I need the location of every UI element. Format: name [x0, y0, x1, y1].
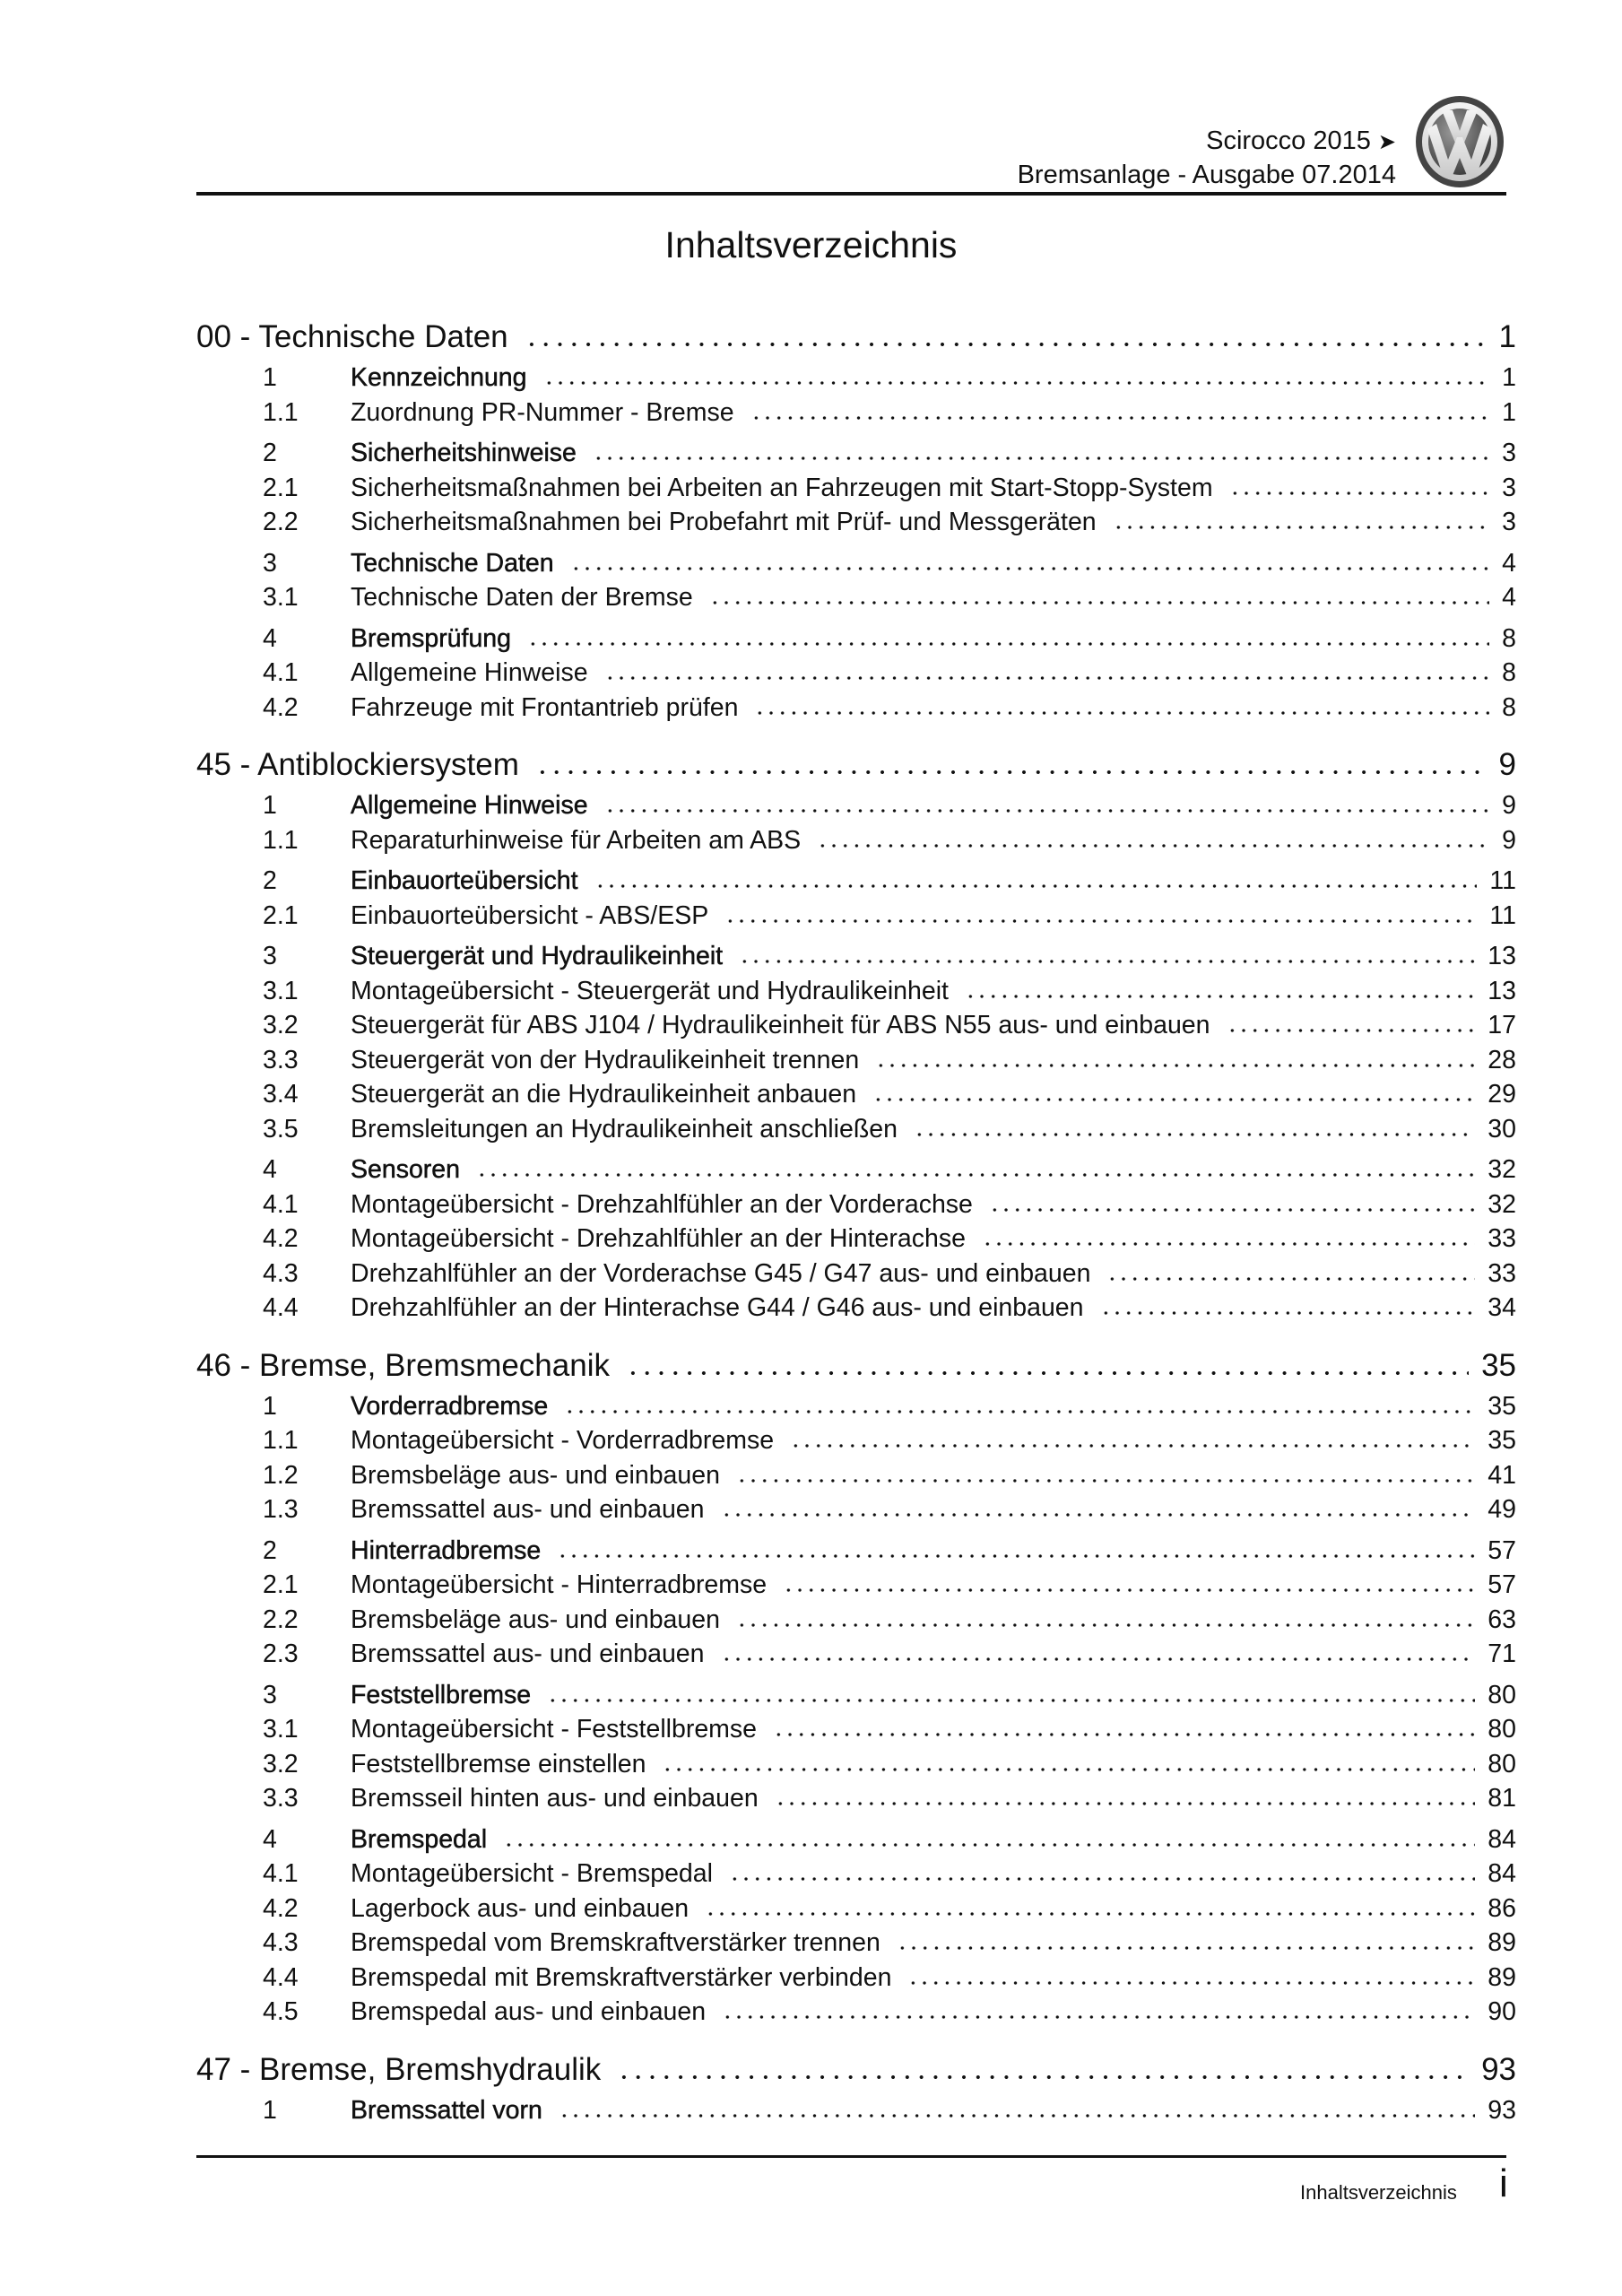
toc-number: 1.2: [263, 1460, 299, 1490]
table-of-contents: [196, 318, 1516, 2127]
footer-page-number: i: [1499, 2161, 1508, 2205]
toc-number: 2.1: [263, 900, 299, 930]
toc-number: 2.2: [263, 1605, 299, 1634]
toc-page-number: 1: [1498, 319, 1516, 354]
toc-title: Bremspedal vom Bremskraftverstärker trennen: [351, 1928, 880, 1957]
toc-page-number: 32: [1488, 1155, 1516, 1184]
toc-title: 45 - Antiblockiersystem: [196, 747, 519, 782]
toc-page-number: 81: [1488, 1784, 1516, 1813]
toc-number: 3: [263, 548, 277, 578]
dot-leader: [872, 1097, 1475, 1102]
toc-subsection[interactable]: [196, 1781, 1516, 1816]
dot-leader: [783, 1587, 1475, 1593]
toc-title: Bremsbeläge aus- und einbauen: [351, 1605, 720, 1634]
toc-title: Montageübersicht - Bremspedal: [351, 1859, 713, 1888]
dot-leader: [525, 342, 1487, 347]
toc-page-number: 84: [1488, 1824, 1516, 1854]
toc-page-number: 86: [1488, 1893, 1516, 1923]
toc-number: 1: [263, 363, 277, 392]
toc-page-number: 11: [1489, 900, 1516, 930]
toc-section[interactable]: [196, 1678, 1516, 1713]
toc-subsection[interactable]: [196, 1187, 1516, 1222]
toc-number: 2.2: [263, 508, 299, 536]
toc-number: 2.1: [263, 1570, 299, 1599]
header-model-text: Scirocco 2015: [1206, 126, 1371, 155]
toc-page-number: 3: [1502, 439, 1516, 467]
dot-leader: [736, 1622, 1475, 1628]
toc-subsection[interactable]: [196, 1995, 1516, 2030]
toc-title: Einbauorteübersicht - ABS/ESP: [351, 900, 709, 930]
toc-number: 4.4: [263, 1293, 299, 1322]
toc-subsection[interactable]: [196, 1603, 1516, 1638]
toc-page-number: 29: [1488, 1080, 1516, 1109]
toc-page-number: 32: [1488, 1189, 1516, 1219]
toc-number: 4.2: [263, 692, 299, 722]
toc-page-number: 28: [1488, 1045, 1516, 1074]
toc-subsection[interactable]: [196, 471, 1516, 506]
dot-leader: [476, 1172, 1475, 1178]
toc-number: 4: [263, 1155, 277, 1184]
toc-number: 2.1: [263, 473, 299, 502]
toc-title: Montageübersicht - Steuergerät und Hydraulikeinheit: [351, 976, 949, 1005]
toc-page-number: 93: [1481, 2051, 1516, 2087]
toc-title: 46 - Bremse, Bremsmechanik: [196, 1347, 610, 1383]
dot-leader: [705, 1911, 1475, 1917]
toc-subsection[interactable]: [196, 1043, 1516, 1078]
toc-title: Sensoren: [351, 1155, 461, 1184]
dot-leader: [1106, 1276, 1475, 1282]
toc-title: Drehzahlfühler an der Vorderachse G45 / G47 aus- und einbauen: [351, 1258, 1091, 1288]
toc-number: 4: [263, 1824, 277, 1854]
toc-subsection[interactable]: [196, 505, 1516, 540]
toc-number: 3.1: [263, 583, 299, 612]
toc-title: Einbauorteübersicht: [351, 866, 578, 895]
toc-title: Bremspedal: [351, 1824, 488, 1854]
toc-page-number: 93: [1488, 2095, 1516, 2125]
toc-chapter[interactable]: [196, 1347, 1516, 1385]
toc-page-number: 11: [1489, 866, 1516, 895]
toc-number: 3: [263, 942, 277, 970]
toc-number: 3.5: [263, 1114, 299, 1144]
toc-subsection[interactable]: [196, 1892, 1516, 1926]
toc-number: 1: [263, 2095, 277, 2125]
toc-title: Allgemeine Hinweise: [351, 658, 588, 687]
toc-title: Zuordnung PR-Nummer - Bremse: [351, 397, 734, 427]
toc-title: Drehzahlfühler an der Hinterachse G44 / G46 aus- und einbauen: [351, 1293, 1084, 1322]
toc-page-number: 8: [1502, 692, 1516, 722]
toc-number: 4.1: [263, 658, 299, 687]
toc-number: 2: [263, 439, 277, 467]
toc-section[interactable]: [196, 622, 1516, 657]
toc-page-number: 9: [1502, 791, 1516, 820]
toc-title: 47 - Bremse, Bremshydraulik: [196, 2051, 602, 2087]
toc-number: 4.1: [263, 1189, 299, 1219]
dot-leader: [790, 1443, 1475, 1448]
toc-page-number: 3: [1502, 508, 1516, 536]
dot-leader: [982, 1241, 1475, 1247]
toc-number: 1.1: [263, 397, 299, 427]
dot-leader: [914, 1132, 1475, 1137]
toc-number: 2: [263, 866, 277, 895]
dot-leader: [1229, 491, 1490, 496]
toc-title: Bremspedal aus- und einbauen: [351, 1997, 707, 2026]
toc-subsection[interactable]: [196, 1492, 1516, 1527]
toc-subsection[interactable]: [196, 1008, 1516, 1043]
toc-number: 1: [263, 791, 277, 820]
toc-number: 4.5: [263, 1997, 299, 2026]
toc-title: Technische Daten der Bremse: [351, 583, 693, 612]
dot-leader: [739, 959, 1475, 964]
footer-divider: [196, 2155, 1506, 2158]
toc-page-number: 17: [1488, 1011, 1516, 1039]
toc-title: Feststellbremse: [351, 1680, 532, 1709]
toc-page-number: 57: [1488, 1570, 1516, 1599]
dot-leader: [754, 710, 1489, 716]
dot-leader: [1227, 1028, 1476, 1033]
dot-leader: [593, 456, 1489, 461]
toc-subsection[interactable]: [196, 974, 1516, 1009]
toc-title: Sicherheitsmaßnahmen bei Arbeiten an Fahrzeugen mit Start-Stopp-System: [351, 473, 1213, 502]
toc-page-number: 34: [1488, 1293, 1516, 1322]
dot-leader: [604, 808, 1490, 813]
toc-section[interactable]: [196, 436, 1516, 471]
toc-subsection[interactable]: [196, 1222, 1516, 1257]
dot-leader: [662, 1767, 1475, 1772]
toc-subsection[interactable]: [196, 1568, 1516, 1603]
toc-number: 4: [263, 623, 277, 653]
toc-page-number: 41: [1488, 1460, 1516, 1490]
dot-leader: [722, 2014, 1475, 2020]
toc-number: 1.1: [263, 825, 299, 855]
toc-title: Steuergerät an die Hydraulikeinheit anbauen: [351, 1080, 857, 1109]
toc-number: 2: [263, 1535, 277, 1565]
dot-leader: [736, 1478, 1475, 1483]
toc-page-number: 80: [1488, 1715, 1516, 1744]
dot-leader: [721, 1512, 1476, 1518]
dot-leader: [721, 1657, 1476, 1662]
toc-number: 1.1: [263, 1426, 299, 1455]
toc-subsection[interactable]: [196, 1637, 1516, 1672]
dot-leader: [875, 1063, 1475, 1068]
toc-subsection[interactable]: [196, 1077, 1516, 1112]
toc-page-number: 84: [1488, 1859, 1516, 1888]
toc-subsection[interactable]: [196, 1747, 1516, 1782]
toc-title: Reparaturhinweise für Arbeiten am ABS: [351, 825, 802, 855]
toc-title: Bremsleitungen an Hydraulikeinheit anschließen: [351, 1114, 898, 1144]
toc-number: 1.3: [263, 1495, 299, 1524]
dot-leader: [773, 1732, 1475, 1737]
toc-title: Bremsbeläge aus- und einbauen: [351, 1460, 720, 1490]
toc-page-number: 4: [1502, 548, 1516, 578]
toc-page-number: 30: [1488, 1114, 1516, 1144]
toc-subsection[interactable]: [196, 1291, 1516, 1326]
toc-page-number: 8: [1502, 623, 1516, 653]
toc-page-number: 33: [1488, 1258, 1516, 1288]
toc-number: 4.3: [263, 1258, 299, 1288]
toc-title: Montageübersicht - Drehzahlfühler an der Vorderachse: [351, 1189, 973, 1219]
dot-leader: [617, 2074, 1469, 2080]
toc-page-number: 1: [1502, 363, 1516, 392]
toc-title: Sicherheitshinweise: [351, 439, 577, 467]
toc-page-number: 33: [1488, 1224, 1516, 1253]
toc-number: 3.3: [263, 1784, 299, 1813]
toc-page-number: 89: [1488, 1928, 1516, 1957]
toc-subsection[interactable]: [196, 580, 1516, 615]
dot-leader: [965, 994, 1475, 999]
toc-title: Montageübersicht - Vorderradbremse: [351, 1426, 775, 1455]
toc-subsection[interactable]: [196, 1712, 1516, 1747]
toc-title: Montageübersicht - Drehzahlfühler an der Hinterachse: [351, 1224, 966, 1253]
dot-leader: [570, 566, 1490, 571]
toc-page-number: 35: [1488, 1426, 1516, 1455]
toc-page-number: 1: [1502, 397, 1516, 427]
toc-page-number: 89: [1488, 1962, 1516, 1992]
dot-leader: [547, 1698, 1475, 1703]
toc-section[interactable]: [196, 546, 1516, 581]
toc-title: Steuergerät für ABS J104 / Hydraulikeinheit für ABS N55 aus- und einbauen: [351, 1011, 1210, 1039]
toc-section[interactable]: [196, 1534, 1516, 1569]
header-model: [1206, 126, 1396, 158]
toc-subsection[interactable]: [196, 1257, 1516, 1292]
toc-page-number: 4: [1502, 583, 1516, 612]
toc-section[interactable]: [196, 788, 1516, 823]
header-subtitle: Bremsanlage - Ausgabe 07.2014: [1017, 161, 1396, 189]
toc-subsection[interactable]: [196, 691, 1516, 726]
toc-subsection[interactable]: [196, 823, 1516, 858]
dot-leader: [594, 883, 1478, 889]
toc-subsection[interactable]: [196, 1458, 1516, 1493]
toc-page-number: 9: [1498, 747, 1516, 782]
toc-title: Technische Daten: [351, 548, 554, 578]
toc-title: Bremsprüfung: [351, 623, 512, 653]
continue-arrow-icon: ➤: [1377, 130, 1396, 154]
toc-title: Bremssattel aus- und einbauen: [351, 1495, 705, 1524]
toc-title: Feststellbremse einstellen: [351, 1749, 646, 1779]
toc-page-number: 13: [1488, 976, 1516, 1005]
dot-leader: [535, 770, 1487, 775]
toc-number: 2.3: [263, 1639, 299, 1668]
toc-chapter[interactable]: [196, 746, 1516, 784]
toc-number: 3.2: [263, 1011, 299, 1039]
dot-leader: [543, 380, 1490, 386]
toc-number: 4.4: [263, 1962, 299, 1992]
dot-leader: [626, 1370, 1469, 1376]
toc-title: Vorderradbremse: [351, 1391, 549, 1421]
dot-leader: [557, 1553, 1475, 1559]
toc-number: 3.1: [263, 1715, 299, 1744]
toc-page-number: 80: [1488, 1680, 1516, 1709]
toc-subsection[interactable]: [196, 899, 1516, 934]
dot-leader: [897, 1945, 1476, 1951]
toc-subsection[interactable]: [196, 656, 1516, 691]
toc-chapter[interactable]: [196, 318, 1516, 356]
toc-title: Bremssattel vorn: [351, 2095, 542, 2125]
toc-title: Lagerbock aus- und einbauen: [351, 1893, 690, 1923]
toc-page-number: 71: [1488, 1639, 1516, 1668]
toc-number: 4.2: [263, 1224, 299, 1253]
toc-title: Steuergerät und Hydraulikeinheit: [351, 942, 724, 970]
dot-leader: [503, 1842, 1475, 1848]
dot-leader: [750, 415, 1490, 421]
toc-subsection[interactable]: [196, 1423, 1516, 1458]
toc-title: Allgemeine Hinweise: [351, 791, 588, 820]
dot-leader: [729, 1876, 1475, 1882]
toc-page-number: 63: [1488, 1605, 1516, 1634]
toc-section[interactable]: [196, 864, 1516, 899]
toc-title: Kennzeichnung: [351, 363, 527, 392]
dot-leader: [989, 1207, 1475, 1213]
toc-chapter[interactable]: [196, 2051, 1516, 2089]
toc-page-number: 57: [1488, 1535, 1516, 1565]
toc-page-number: 8: [1502, 658, 1516, 687]
dot-leader: [564, 1409, 1475, 1414]
toc-page-number: 35: [1488, 1391, 1516, 1421]
toc-subsection[interactable]: [196, 1961, 1516, 1996]
toc-section[interactable]: [196, 1822, 1516, 1857]
toc-number: 3: [263, 1680, 277, 1709]
dot-leader: [907, 1980, 1475, 1986]
toc-number: 3.2: [263, 1749, 299, 1779]
dot-leader: [527, 641, 1489, 647]
toc-page-number: 49: [1488, 1495, 1516, 1524]
toc-number: 3.1: [263, 976, 299, 1005]
dot-leader: [709, 600, 1489, 605]
toc-title: Montageübersicht - Hinterradbremse: [351, 1570, 768, 1599]
toc-section[interactable]: [196, 1152, 1516, 1187]
toc-subsection[interactable]: [196, 396, 1516, 430]
toc-number: 3.4: [263, 1080, 299, 1109]
toc-number: 3.3: [263, 1045, 299, 1074]
toc-section[interactable]: [196, 939, 1516, 974]
toc-number: 4.3: [263, 1928, 299, 1957]
dot-leader: [1100, 1310, 1476, 1316]
vw-logo-icon: [1415, 95, 1505, 188]
toc-title: Fahrzeuge mit Frontantrieb prüfen: [351, 692, 739, 722]
toc-title: 00 - Technische Daten: [196, 319, 508, 354]
dot-leader: [724, 918, 1477, 924]
toc-title: Bremsseil hinten aus- und einbauen: [351, 1784, 759, 1813]
dot-leader: [559, 2113, 1475, 2118]
dot-leader: [775, 1801, 1476, 1806]
toc-subsection[interactable]: [196, 1112, 1516, 1147]
toc-title: Montageübersicht - Feststellbremse: [351, 1715, 758, 1744]
toc-page-number: 80: [1488, 1749, 1516, 1779]
toc-title: Bremssattel aus- und einbauen: [351, 1639, 705, 1668]
toc-title: Hinterradbremse: [351, 1535, 542, 1565]
toc-page-number: 35: [1481, 1347, 1516, 1383]
toc-title: Bremspedal mit Bremskraftverstärker verbinden: [351, 1962, 892, 1992]
dot-leader: [604, 675, 1490, 681]
toc-number: 4.1: [263, 1859, 299, 1888]
toc-section[interactable]: [196, 1389, 1516, 1424]
header-divider: [196, 192, 1506, 196]
toc-number: 4.2: [263, 1893, 299, 1923]
toc-subsection[interactable]: [196, 1926, 1516, 1961]
toc-page-number: 90: [1488, 1997, 1516, 2026]
toc-subsection[interactable]: [196, 1857, 1516, 1892]
footer-section-title: Inhaltsverzeichnis: [1300, 2181, 1457, 2204]
toc-number: 1: [263, 1391, 277, 1421]
dot-leader: [1113, 525, 1489, 530]
toc-page-number: 3: [1502, 473, 1516, 502]
dot-leader: [817, 843, 1489, 848]
toc-title: Sicherheitsmaßnahmen bei Probefahrt mit Prüf- und Messgeräten: [351, 508, 1097, 536]
toc-section[interactable]: [196, 2093, 1516, 2128]
toc-section[interactable]: [196, 361, 1516, 396]
toc-page-number: 13: [1488, 942, 1516, 970]
toc-page-number: 9: [1502, 825, 1516, 855]
page-title: Inhaltsverzeichnis: [664, 224, 958, 265]
toc-title: Steuergerät von der Hydraulikeinheit trennen: [351, 1045, 860, 1074]
